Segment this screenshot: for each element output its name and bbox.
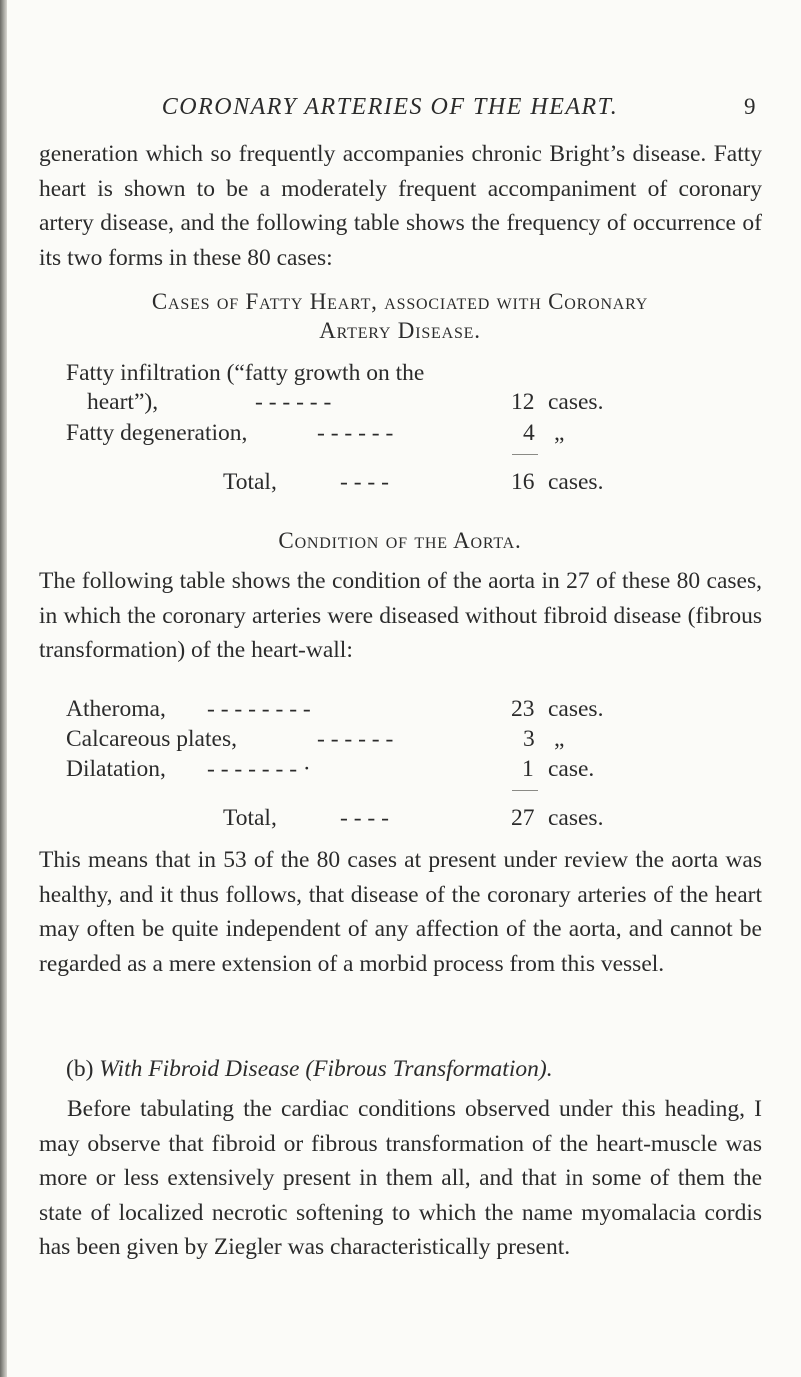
aorta-heading: Condition of the Aorta. [278,528,522,553]
table1-row2-label: Fatty degeneration, [66,420,248,446]
aorta-paragraph: The following table shows the condition of the aorta in 27 of these 80 cases, in which the coronary arteries were diseased without fibroid disease (fibrous transformation) of the heart-wall: [39,568,762,663]
table1-row2-unit: „ [554,420,565,446]
section-b-subtitle: (Fibrous Transformation). [305,1056,553,1082]
table2-total-count: 27 [511,805,535,831]
table2-row1-dots: - - - - - - - - [207,696,311,722]
table2-row2-dots: - - - - - - [317,726,394,752]
table2-total-unit: cases. [548,805,604,831]
table1-total-rule [512,454,538,455]
table1-row1-label-line2: heart”), [87,389,159,415]
conclusion-paragraph: This means that in 53 of the 80 cases at present under review the aorta was healthy, and it thus follows, that disease of the coronary arteries of the heart may often be quite independent of any affection of the aorta, and cannot be regarded as a mere extension of a morbid process from this vessel. [39,847,762,977]
table2-total-rule [512,790,538,791]
section-b-title: With Fibroid Disease [99,1056,300,1082]
table1-total-count: 16 [511,469,535,495]
table1-caption-line1: Cases of Fatty Heart, associated with Coronary [151,289,649,314]
table2-row1-count: 23 [511,696,535,722]
table1-row1-unit: cases. [548,389,604,415]
table2-total-dots: - - - - [340,805,389,831]
table2-row3-count: 1 [522,756,534,782]
page-header [0,94,801,124]
page-edge-shadow [0,0,7,1377]
table2-row3-label: Dilatation, [66,756,166,782]
table1-total-dots: - - - - [340,469,389,495]
table1-caption-line2: Artery Disease. [319,318,481,343]
page-number: 9 [744,94,756,119]
running-title: CORONARY ARTERIES OF THE HEART. [161,94,619,120]
section-b-marker: (b) [66,1056,94,1082]
table1-row1-dots: - - - - - - [255,389,332,415]
table2-row2-count: 3 [523,726,535,752]
table1-row2-count: 4 [523,420,535,446]
table2-row1-label: Atheroma, [66,696,166,722]
section-b-heading [66,1054,553,1084]
table1-total-label: Total, [223,469,277,495]
table2-row3-dots: - - - - - - - · [207,756,311,782]
table1-row1-count: 12 [511,389,535,415]
table2-row3-unit: case. [548,756,595,782]
table2-total-label: Total, [223,805,277,831]
table2-row2-label: Calcareous plates, [66,726,237,752]
table2-row2-unit: „ [554,726,565,752]
table1-total-unit: cases. [548,469,604,495]
table2-row1-unit: cases. [548,696,604,722]
intro-paragraph: generation which so frequently accompanies chronic Bright’s disease. Fatty heart is shown to be a moderately frequent accompaniment of coronary artery disease, and the following table shows the frequency of occurrence of its two forms in these 80 cases: [39,141,762,271]
final-paragraph: Before tabulating the cardiac conditions observed under this heading, I may observe that fibroid or fibrous transformation of the heart-muscle was more or less extensively present in them all, and that in some of them the state of localized necrotic softening to which the name myomalacia cordis has been given by Ziegler was characteristically present. [39,1096,762,1260]
table1-row2-dots: - - - - - - [317,420,394,446]
table1-row1-label-line1: Fatty infiltration (“fatty growth on the [66,360,425,386]
